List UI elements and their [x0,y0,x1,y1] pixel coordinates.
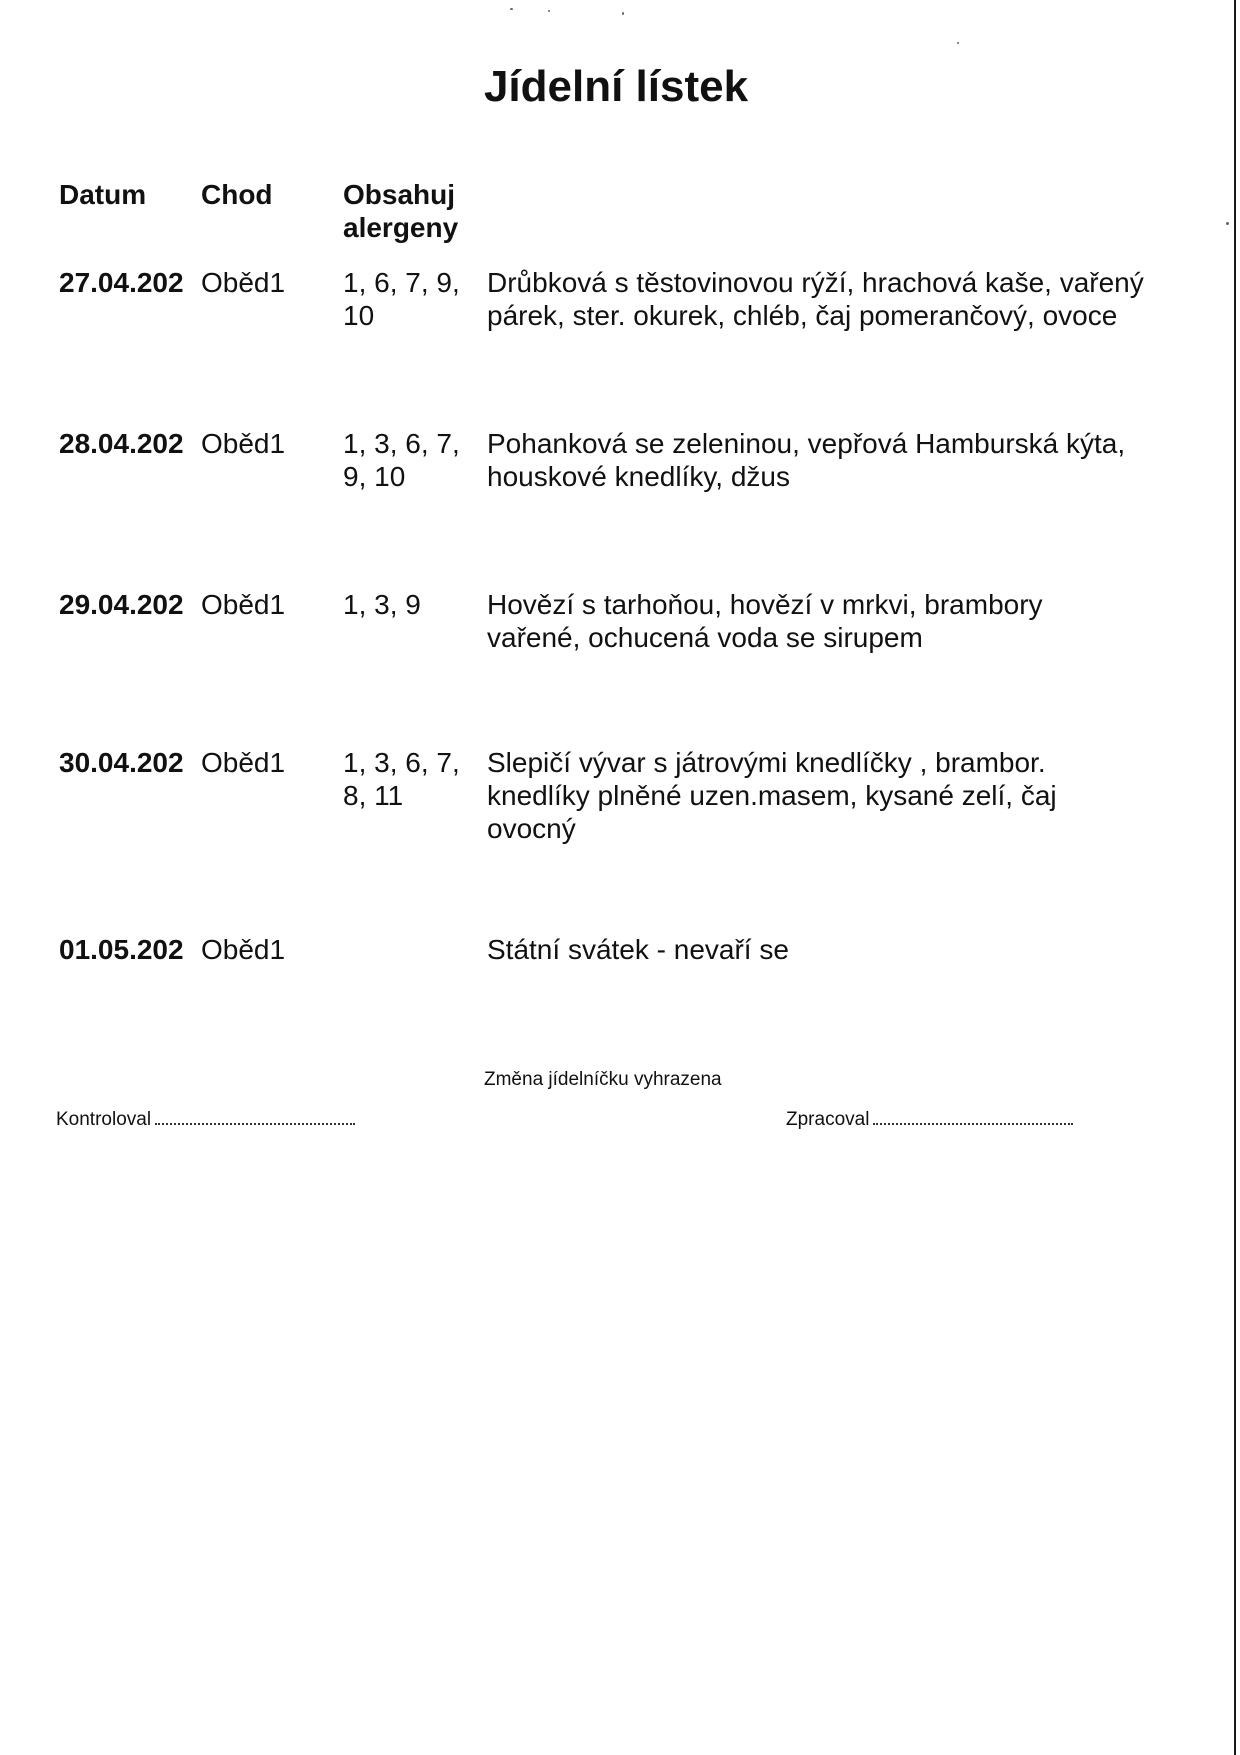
header-allergens [343,178,483,244]
description-line: Státní svátek - nevaří se [487,934,789,965]
row-description [487,588,1187,654]
description-line: vařené, ochucená voda se sirupem [487,622,923,653]
description-line: Hovězí s tarhoňou, hovězí v mrkvi, brambory [487,589,1043,620]
description-line: párek, ster. okurek, chléb, čaj pomerančový, ovoce [487,300,1118,331]
footer-note: Změna jídelníčku vyhrazena [484,1069,722,1090]
allergens-line: 10 [343,300,375,331]
row-course: Oběd1 [201,428,286,459]
row-date: 27.04.202 [59,267,184,298]
prepared-label: Zpracoval [786,1109,870,1130]
signature-dots [873,1107,1073,1125]
row-course: Oběd1 [201,589,286,620]
checked-signature-line [56,1107,355,1131]
checked-label: Kontroloval [56,1109,152,1130]
header-course: Chod [201,179,273,210]
description-line: knedlíky plněné uzen.masem, kysané zelí, čaj [487,780,1057,811]
header-date: Datum [59,179,147,210]
row-allergens [343,427,483,493]
page-edge [1234,0,1236,1755]
row-allergens [343,588,483,621]
prepared-signature-line [786,1107,1073,1131]
scan-speck [1226,222,1229,225]
header-allergens-line1: Obsahuj [343,179,456,210]
row-allergens [343,746,483,812]
description-line: Pohanková se zeleninou, vepřová Hamburská kýta, [487,428,1126,459]
row-description [487,933,1187,966]
row-date: 28.04.202 [59,428,184,459]
scan-speck [957,42,959,44]
row-course: Oběd1 [201,747,286,778]
allergens-line: 1, 3, 6, 7, [343,428,460,459]
allergens-line: 1, 3, 9 [343,589,421,620]
row-description [487,746,1187,845]
description-line: ovocný [487,813,576,844]
description-line: Slepičí vývar s játrovými knedlíčky , brambor. [487,747,1046,778]
description-line: houskové knedlíky, džus [487,461,790,492]
scan-speck [622,12,624,15]
allergens-line: 1, 3, 6, 7, [343,747,460,778]
scan-speck [548,10,550,12]
row-description [487,427,1187,493]
allergens-line: 9, 10 [343,461,406,492]
row-date: 29.04.202 [59,589,184,620]
signature-dots [155,1107,355,1125]
scan-speck [510,8,513,10]
row-date: 01.05.202 [59,934,184,965]
row-course: Oběd1 [201,934,286,965]
row-course: Oběd1 [201,267,286,298]
allergens-line: 1, 6, 7, 9, [343,267,460,298]
allergens-line: 8, 11 [343,780,404,811]
row-date: 30.04.202 [59,747,184,778]
page-title: Jídelní lístek [483,62,749,111]
header-allergens-line2: alergeny [343,212,459,243]
row-allergens [343,266,483,332]
description-line: Drůbková s těstovinovou rýží, hrachová kaše, vařený [487,267,1144,298]
row-description [487,266,1187,332]
